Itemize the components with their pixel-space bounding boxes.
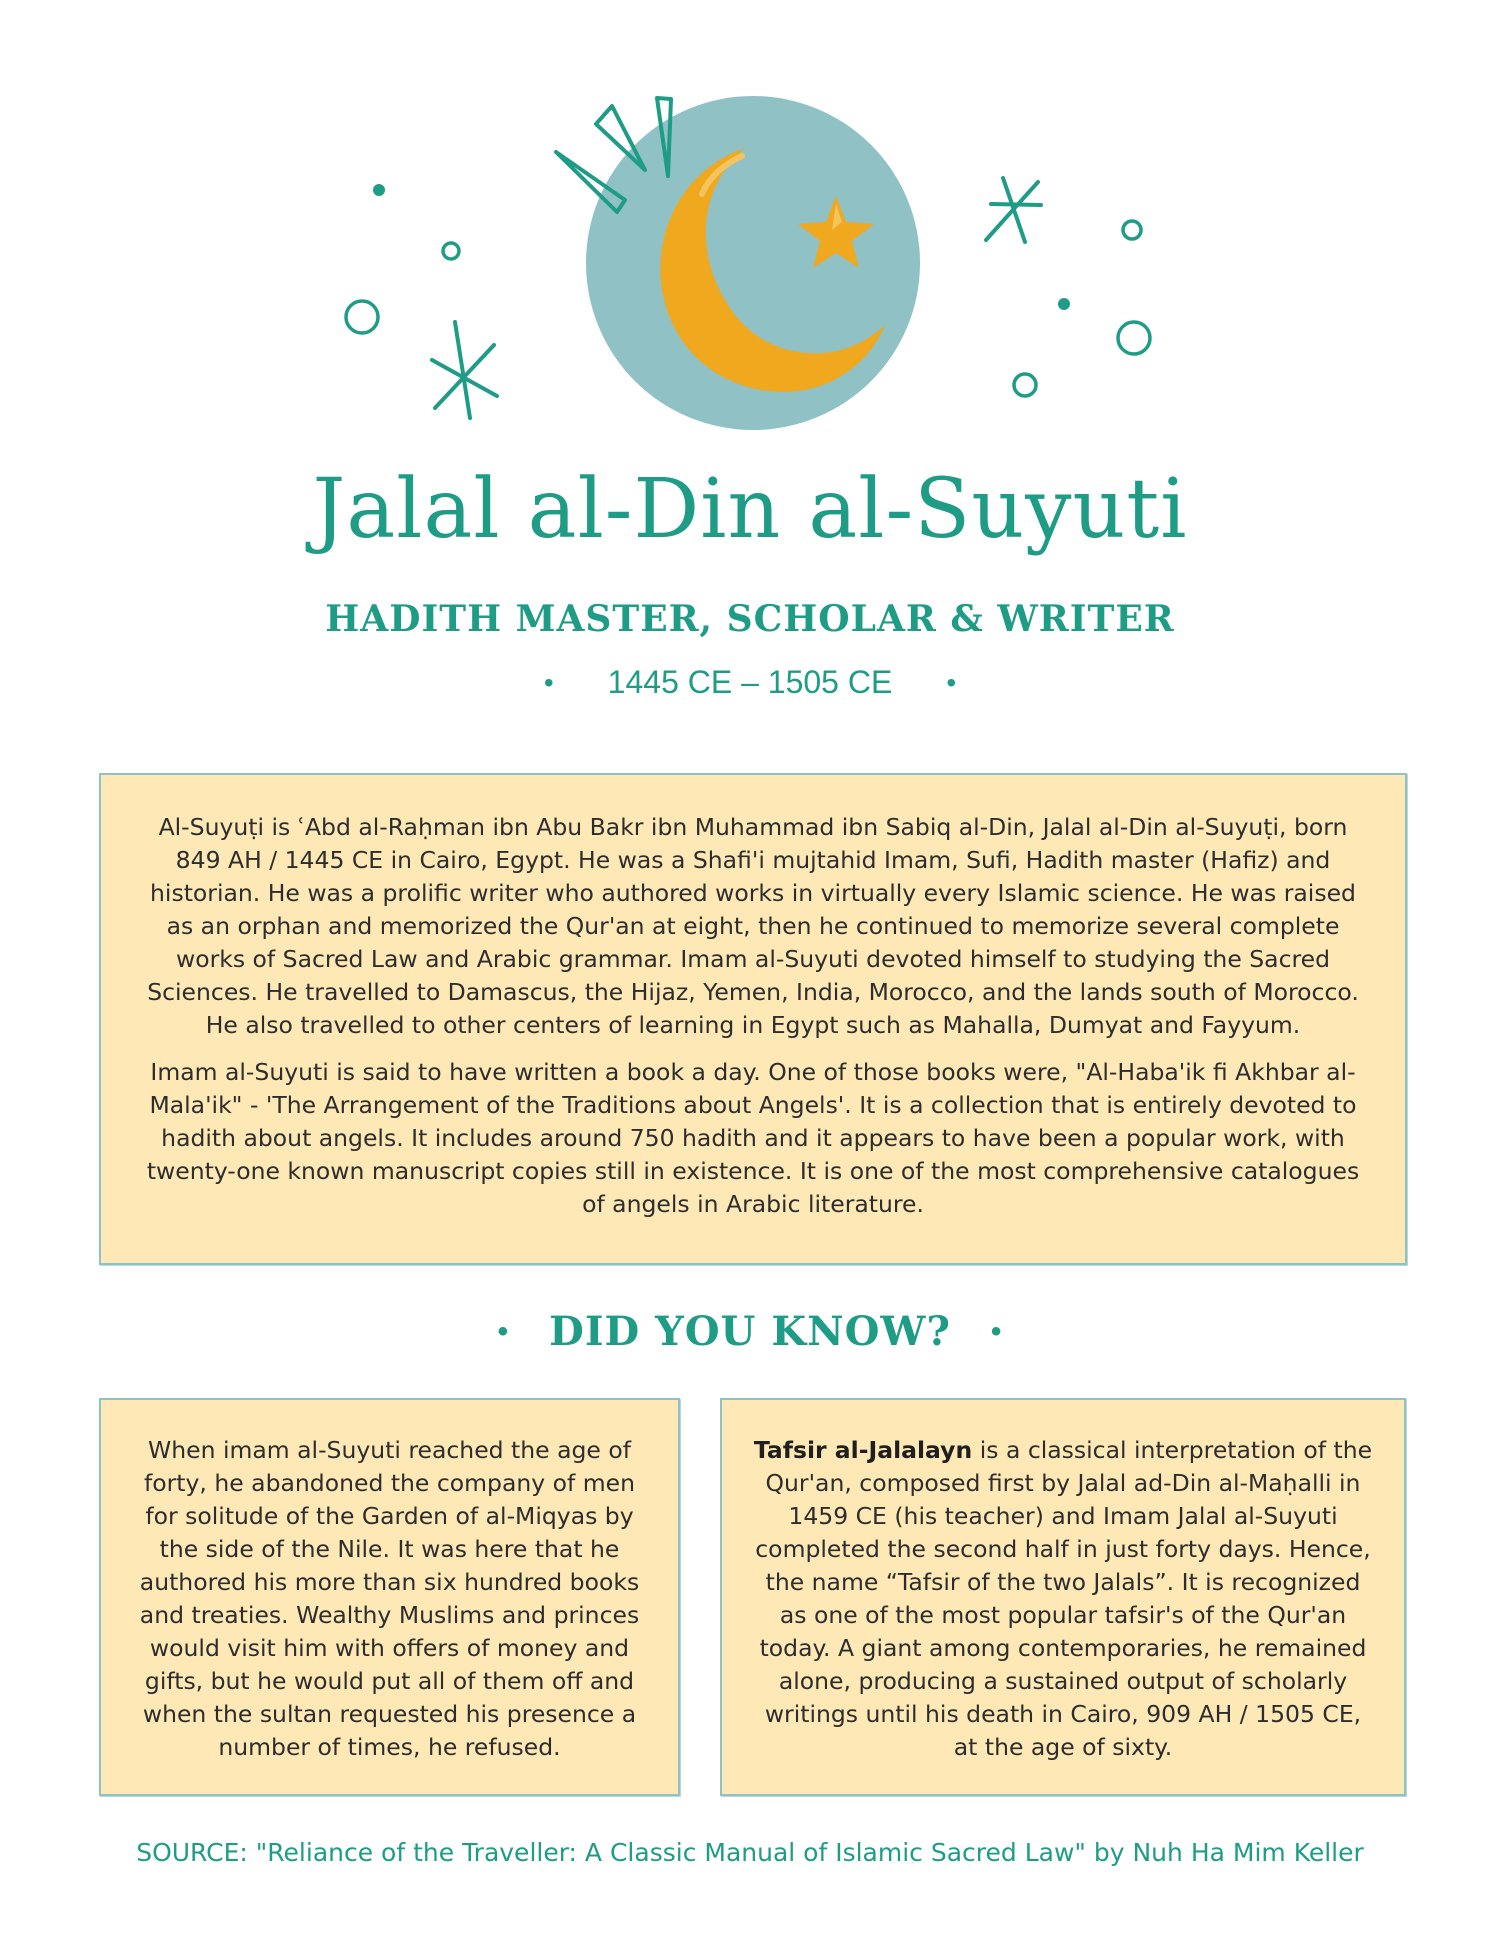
page-title: Jalal al-Din al-Suyuti: [312, 462, 1188, 557]
bullet-left: •: [543, 666, 554, 698]
source-citation: SOURCE: "Reliance of the Traveller: A Classic Manual of Islamic Sacred Law" by Nuh Ha Mim Keller: [136, 1838, 1364, 1867]
page-subtitle: HADITH MASTER, SCHOLAR & WRITER: [325, 598, 1175, 640]
lifespan-row: [0, 664, 1500, 701]
did-you-know-heading-row: [0, 1308, 1500, 1355]
hero-illustration: [0, 0, 1500, 440]
fact-left-text: When imam al-Suyuti reached the age of forty, he abandoned the company of men for solitude of the Garden of al-Miqyas by the side of the Nile. It was here that he authored his more than six hundred books and treaties. Wealthy Muslims and princes would visit him with offers of money and gifts, but he would put all of them off and when the sultan requested his presence a number of times, he refused.: [139, 1436, 640, 1761]
tafsir-title: Tafsir al-Jalalayn: [753, 1436, 973, 1464]
did-you-know-heading: DID YOU KNOW?: [549, 1308, 951, 1355]
biography-paragraph-2: Imam al-Suyuti is said to have written a book a day. One of those books were, "Al-Haba'ik fi Akhbar al-Mala'ik" - 'The Arrangement of the Traditions about Angels'. It is a collection that is entirely devoted to hadith about angels. It includes around 750 hadith and it appears to have been a popular work, with twenty-one known manuscript copies still in existence. It is one of the most comprehensive catalogues of angels in Arabic literature.: [146, 1058, 1360, 1218]
sparkle-asterisk-left-icon: [432, 322, 497, 418]
biography-paragraph-1: Al-Suyuṭi is ʿAbd al-Raḥman ibn Abu Bakr ibn Muhammad ibn Sabiq al-Din, Jalal al-Din al-Suyuṭi, born 849 AH / 1445 CE in Cairo, Egypt. He was a Shafi'i mujtahid Imam, Sufi, Hadith master (Hafiz) and historian. He was a prolific writer who authored works in virtually every Islamic science. He was raised as an orphan and memorized the Qur'an at eight, then he continued to memorize several complete works of Sacred Law and Arabic grammar. Imam al-Suyuti devoted himself to studying the Sacred Sciences. He travelled to Damascus, the Hijaz, Yemen, India, Morocco, and the lands south of Morocco. He also travelled to other centers of learning in Egypt such as Mahalla, Dumyat and Fayyum.: [147, 813, 1359, 1039]
fact-right-text: is a classical interpretation of the Qur'an, composed first by Jalal ad-Din al-Maḥalli in 1459 CE (his teacher) and Imam Jalal al-Suyuti completed the second half in just forty days. Hence, the name “Tafsir of the two Jalals”. It is recognized as one of the most popular tafsir's of the Qur'an today. A giant among contemporaries, he remained alone, producing a sustained output of scholarly writings until his death in Cairo, 909 AH / 1505 CE, at the age of sixty.: [755, 1436, 1373, 1761]
fact-box-right: [720, 1398, 1406, 1796]
bullet-left: •: [497, 1314, 510, 1348]
bullet-right: •: [946, 666, 957, 698]
sparkle-asterisk-right-icon: [986, 178, 1041, 242]
biography-box: [99, 773, 1407, 1265]
fact-right-paragraph: [752, 1434, 1374, 1764]
fact-box-left: [99, 1398, 680, 1796]
lifespan-dates: 1445 CE – 1505 CE: [607, 664, 893, 700]
bullet-right: •: [990, 1314, 1003, 1348]
